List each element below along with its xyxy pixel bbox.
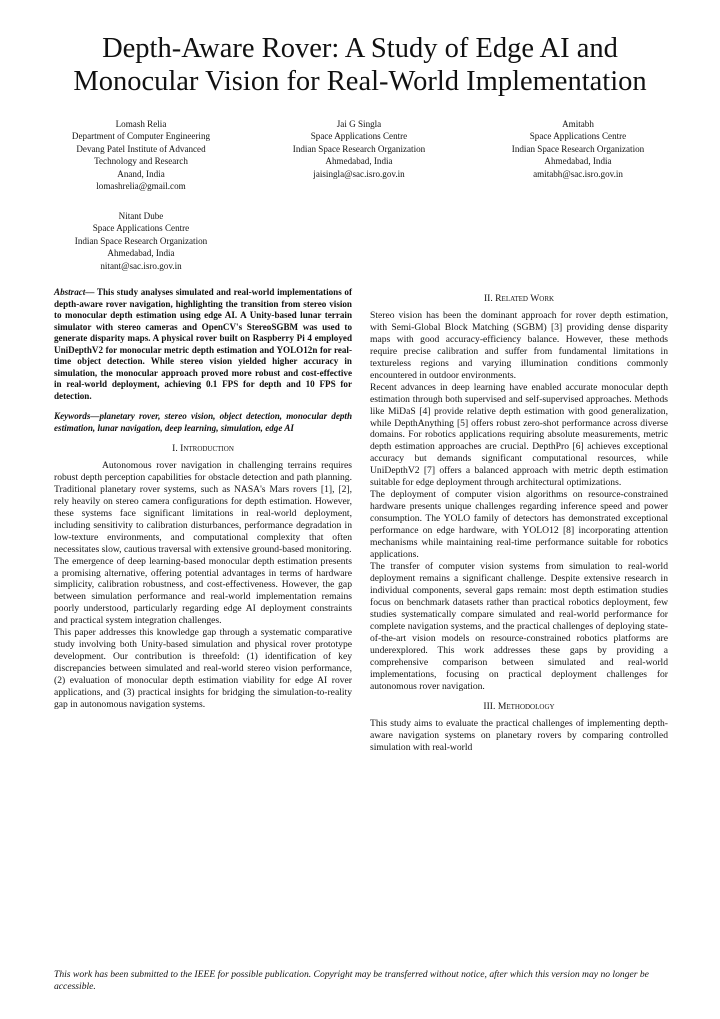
author-affiliation: Department of Computer Engineering	[71, 131, 211, 142]
author-email: jaisingla@sac.isro.gov.in	[313, 168, 405, 179]
author-name: Nitant Dube	[118, 211, 164, 221]
author-name: Jai G Singla	[336, 119, 382, 129]
abstract	[54, 287, 352, 402]
section-heading-introduction: I. Introduction	[172, 443, 234, 454]
keywords-label: Keywords—	[54, 411, 100, 421]
author-email: amitabh@sac.isro.gov.in	[533, 168, 623, 179]
paragraph: The transfer of computer vision systems from simulation to real-world deployment remains a significant challenge. Despite extensive research in individual components, several gaps remain: most depth estimation studies focus on benchmark datasets rather than practical robotics deployment, few studies systematically compare simulated and real-world performance for complete navigation systems, and the practical challenges of deploying state-of-the-art vision models on resource-constrained robotics platforms are underexplored. This work addresses these gaps by providing a comprehensive comparison between simulated and real-world implementations, focusing on practical deployment challenges for autonomous rover navigation.	[370, 560, 668, 692]
abstract-label: Abstract—	[54, 287, 95, 297]
author-location: Anand, India	[117, 168, 165, 179]
paragraph: Recent advances in deep learning have enabled accurate monocular depth estimation through both supervised and self-supervised approaches. Methods like MiDaS [4] provide relative depth estimation with good generalization, while DepthAnything [5] offers robust zero-shot performance across diverse domains. For robotics applications requiring absolute measurements, metric depth estimation approaches are crucial. DepthPro [6] achieves exceptional accuracy but demands significant computational resources, while UniDepthV2 [7] offers a balanced approach with metric depth estimation suitable for edge deployment through architectural optimizations.	[370, 381, 668, 489]
author-location: Ahmedabad, India	[544, 156, 612, 167]
section-heading-related-work: II. Related Work	[483, 293, 555, 304]
author-location: Ahmedabad, India	[325, 156, 393, 167]
paragraph: The deployment of computer vision algorithms on resource-constrained hardware presents unique challenges regarding inference speed and power consumption. The YOLO family of detectors has demonstrated exceptional performance on edge hardware, with YOLO12 [8] incorporating attention mechanisms while maintaining real-time performance suitable for robotics applications.	[370, 489, 668, 561]
keywords-text: planetary rover, stereo vision, object detection, monocular depth estimation, lunar navigation, deep learning, simulation, edge AI	[54, 411, 352, 433]
author-affiliation: Indian Space Research Organization	[74, 235, 208, 246]
author-affiliation: Space Applications Centre	[310, 131, 408, 142]
author-affiliation: Space Applications Centre	[92, 223, 190, 234]
author-email: nitant@sac.isro.gov.in	[100, 260, 182, 271]
author-name: Amitabh	[562, 119, 594, 129]
paper-title: Depth-Aware Rover: A Study of Edge AI and Monocular Vision for Real-World Implementation	[73, 33, 647, 97]
author-email: lomashrelia@gmail.com	[96, 181, 186, 192]
right-column	[370, 293, 668, 754]
author-affiliation: Space Applications Centre	[529, 131, 627, 142]
author-affiliation: Devang Patel Institute of Advanced	[76, 143, 206, 154]
author-3	[473, 118, 683, 180]
author-location: Ahmedabad, India	[107, 248, 175, 259]
author-2	[254, 118, 464, 180]
abstract-text: This study analyses simulated and real-world implementations of depth-aware rover navigation, highlighting the transition from stereo vision to monocular depth estimation using edge AI. A Unity-based lunar terrain simulator with stereo cameras and OpenCV's StereoSGBM was used to generate disparity maps. A physical rover built on Raspberry Pi 4 employed UniDepthV2 for monocular metric depth estimation and YOLO12n for real-time object detection. While stereo vision yielded higher accuracy in simulation, the monocular approach proved more robust and cost-effective in real-world deployment, achieving 0.1 FPS for depth and 10 FPS for detection.	[54, 287, 352, 401]
left-column	[54, 287, 352, 711]
section-heading-methodology: III. Methodology	[483, 701, 555, 713]
author-1	[36, 118, 246, 192]
author-4	[36, 210, 246, 272]
author-affiliation: Indian Space Research Organization	[292, 143, 426, 154]
paragraph: Stereo vision has been the dominant approach for rover depth estimation, with Semi-Global Block Matching (SGBM) [3] providing dense disparity maps with good accuracy-efficiency balance. However, these methods require precise calibration and suffer from fundamental limitations in textureless regions and varying illumination conditions commonly encountered in outdoor environments.	[370, 309, 668, 381]
author-name: Lomash Relia	[115, 119, 167, 129]
keywords	[54, 411, 352, 434]
author-affiliation: Technology and Research	[94, 156, 188, 167]
paragraph: This study aims to evaluate the practical challenges of implementing depth-aware navigation systems on planetary rovers by comparing controlled simulation with real-world	[370, 718, 668, 754]
copyright-notice: This work has been submitted to the IEEE for possible publication. Copyright may be transferred without notice, after which this version may no longer be accessible.	[54, 968, 649, 992]
paragraph: Autonomous rover navigation in challenging terrains requires robust depth perception capabilities for obstacle detection and path planning. Traditional planetary rover systems, such as NASA's Mars rovers [1], [2], rely heavily on stereo camera configurations for depth estimation. However, these systems face significant limitations in real-world deployment, including sensitivity to calibration disturbances, performance degradation in low-texture environments, and computational complexity that often necessitates slow, cautious traversal with extensive ground-based monitoring.	[54, 459, 352, 555]
paragraph: The emergence of deep learning-based monocular depth estimation presents a promising alternative, offering potential advantages in terms of hardware simplicity, calibration robustness, and cost-effectiveness. However, the gap between simulation performance and real-world implementation remains poorly understood, particularly regarding edge AI deployment constraints and practical system integration challenges.	[54, 555, 352, 627]
paragraph: This paper addresses this knowledge gap through a systematic comparative study involving both Unity-based simulation and physical rover prototype development. Our contribution is threefold: (1) identification of key discrepancies between simulated and real-world stereo vision performance, (2) evaluation of monocular depth estimation viability for edge AI rover applications, and (3) practical insights for bridging the simulation-to-reality gap in autonomous navigation systems.	[54, 627, 352, 711]
author-affiliation: Indian Space Research Organization	[511, 143, 645, 154]
